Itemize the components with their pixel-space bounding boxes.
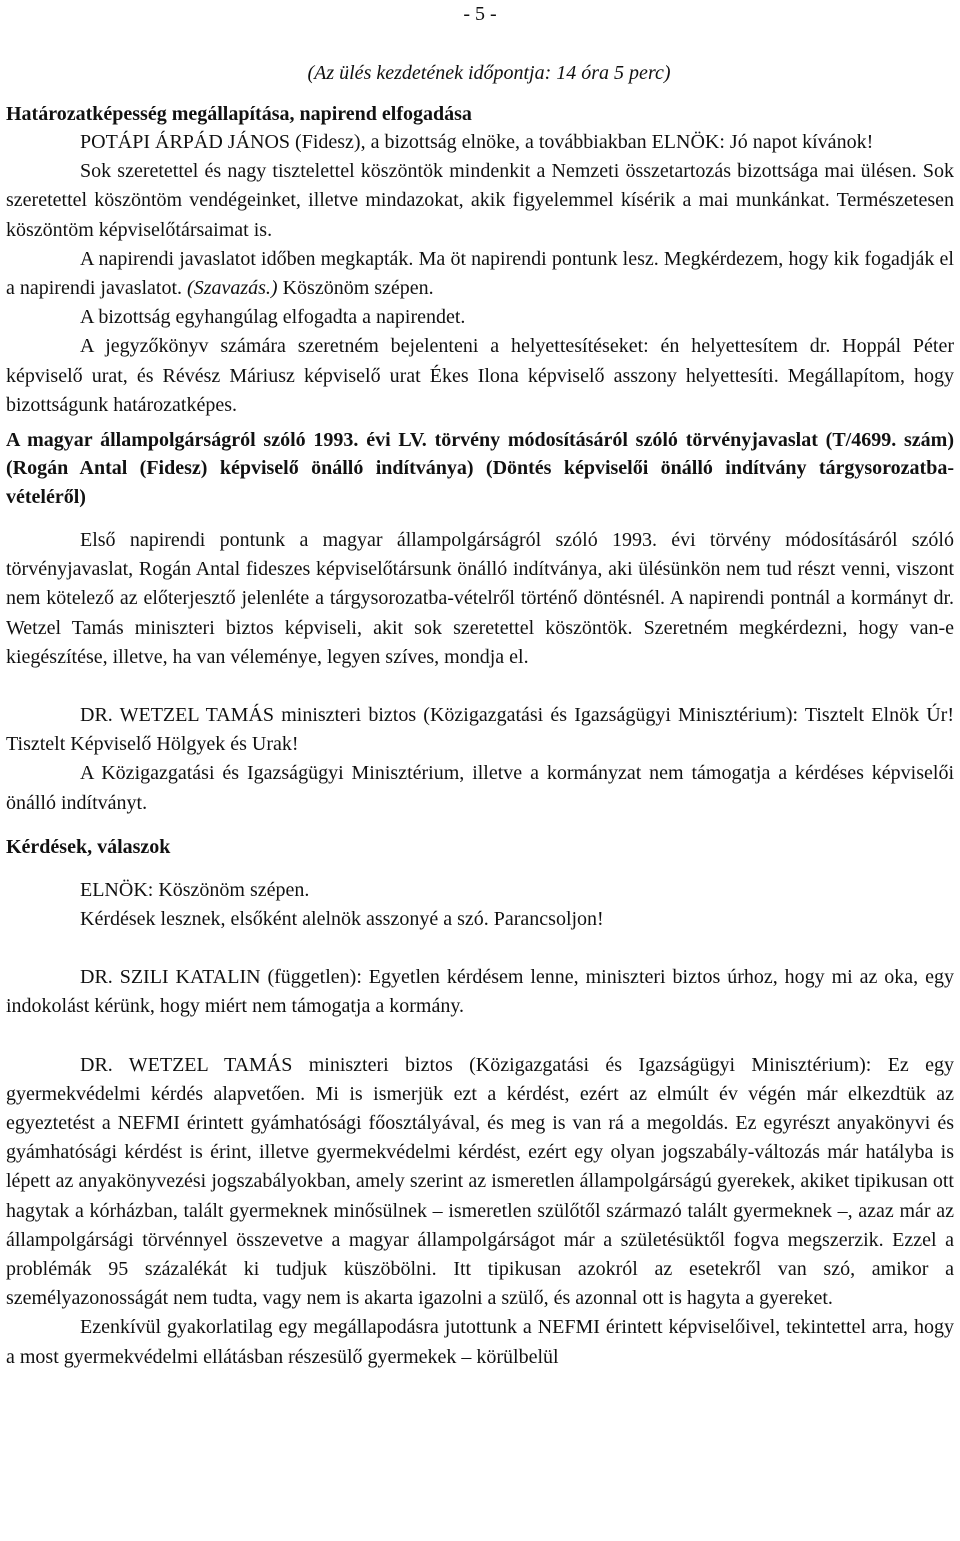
spacer [6,672,954,701]
paragraph: A Közigazgatási és Igazságügyi Minisztérium, illetve a kormányzat nem támogatja a kérdéses képviselői önálló indítványt. [6,762,954,814]
paragraph: Ezenkívül gyakorlatilag egy megállapodásra jutottunk a NEFMI érintett képviselőivel, tekintettel arra, hogy a most gyermekvédelmi ellátásban részesülő gyermekek – körülbelül [6,1316,954,1368]
spacer [6,934,954,963]
paragraph: DR. WETZEL TAMÁS miniszteri biztos (Közigazgatási és Igazságügyi Minisztérium): Tisztelt Elnök Úr! Tisztelt Képviselő Hölgyek és Urak! [6,703,954,756]
section-heading-quorum: Határozatképesség megállapítása, napirend elfogadása [6,103,472,125]
paragraph: DR. WETZEL TAMÁS miniszteri biztos (Közigazgatási és Igazságügyi Minisztérium): Ez egy gyermekvédelmi kérdés alapvetően. Mi is ismerjük ezt a kérdést, ezért az elmúlt év végén már elkezdtük az egyeztetést a NEFMI érintett gyámhatósági főosztályával, és meg is van rá a megoldás. Ez egyrészt anyakönyvi és gyámhatósági kérdést is érint, illetve gyermekvédelmi kérdést, ezért egy olyan jogszabály-változás már hatályba is lépett az anyakönyvezési jogszabályokban, amely szerint az ismeretlen állampolgárságú gyerekek, akiket tipikusan ott hagytak a kórházban, talált gyermeknek minősülnek – ismeretlen szülőtől származó talált gyermeknek –, azaz már az állampolgársági törvénnyel összevetve a magyar állampolgárságot már a születésüktől fogva megszerzik. Ezzel a problémák 95 százalékát ki tudjuk küszöbölni. Itt tipikusan azokról az esetekről van szó, amikor a személyazonosságát nem tudta, vagy nem is akarta igazolni a szülő, és azonnal ott is hagyta a gyereket. [6,1053,954,1310]
section-heading-questions: Kérdések, válaszok [6,835,171,858]
page-number: - 5 - [463,3,497,25]
spacer [6,1022,954,1051]
paragraph: DR. SZILI KATALIN (független): Egyetlen kérdésem lenne, miniszteri biztos úrhoz, hogy mi az oka, egy indokolást kérünk, hogy miért nem támogatja a kormány. [6,966,954,1018]
paragraph-text: Köszönöm szépen. [282,277,434,300]
paragraph: ELNÖK: Köszönöm szépen. [80,878,310,901]
session-start-time: (Az ülés kezdetének időpontja: 14 óra 5 perc) [307,62,671,84]
paragraph [6,245,954,303]
paragraph: Kérdések lesznek, elsőként alelnök asszonyé a szó. Parancsoljon! [80,907,604,930]
paragraph: Első napirendi pontunk a magyar állampolgárságról szóló 1993. évi törvény módosításáról szóló törvényjavaslat, Rogán Antal fideszes képviselőtársunk önálló indítványa, aki ülésünkön nem tud részt venni, viszont nem kötelező az előterjesztő jelenléte a tárgysorozatba-vételről történő döntésnél. A napirendi pontnál a kormányt dr. Wetzel Tamás miniszteri biztos képviseli, akit sok szeretettel köszöntök. Szeretném megkérdezni, hogy van-e kiegészítése, illetve, ha van véleménye, legyen szíves, mondja el. [6,528,954,668]
spacer [6,861,954,876]
section-heading-bill: A magyar állampolgárságról szóló 1993. évi LV. törvény módosításáról szóló törvényjavaslat (T/4699. szám) (Rogán Antal (Fidesz) képviselő önálló indítványa) (Döntés képviselői önálló indítvány tárgysorozatba-vételéről) [6,429,954,508]
paragraph: POTÁPI ÁRPÁD JÁNOS (Fidesz), a bizottság elnöke, a továbbiakban ELNÖK: Jó napot kívánok! [80,131,874,153]
paragraph: A jegyzőkönyv számára szeretném bejelenteni a helyettesítéseket: én helyettesítem dr. Hoppál Péter képviselő urat, és Révész Máriusz képviselő urat Ékes Ilona képviselő asszony helyettesíti. Megállapítom, hogy bizottságunk határozatképes. [6,335,954,416]
paragraph: A bizottság egyhangúlag elfogadta a napirendet. [80,306,466,329]
paragraph: Sok szeretettel és nagy tisztelettel köszöntök mindenkit a Nemzeti összetartozás bizottsága mai ülésen. Sok szeretettel köszöntöm vendégeinket, illetve mindazokat, akik figyelemmel kísérik a mai munkánkat. Természetesen köszöntöm képviselőtársaimat is. [6,160,954,241]
paragraph-text: A napirendi javaslatot időben megkapták. Ma öt napirendi pontunk lesz. Megkérdezem, hogy kik fogadják el a napirendi javaslatot. [6,247,954,300]
vote-note: (Szavazás.) [187,277,278,300]
spacer [6,511,954,526]
